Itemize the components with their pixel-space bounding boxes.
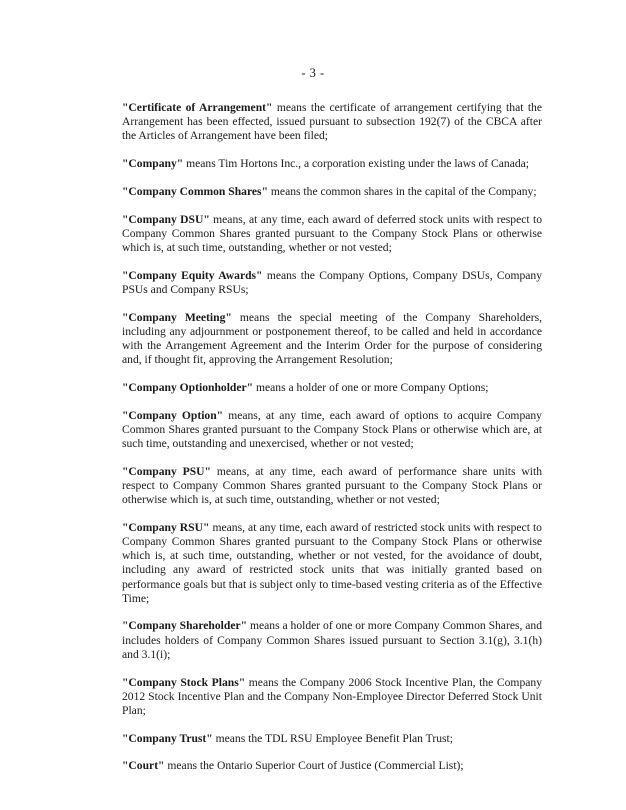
definition-company-option: [122, 409, 542, 452]
definition-company-trust: [122, 732, 542, 746]
definition-company-rsu: [122, 521, 542, 606]
definition-term: "Company Common Shares": [122, 184, 269, 198]
definition-text: means the certificate of arrangement certifying that the Arrangement has been effected, issued pursuant to subsection 192(7) of the CBCA after the Articles of Arrangement have been filed;: [122, 101, 543, 143]
definition-term: "Court": [122, 759, 165, 773]
definition-term: "Company Meeting": [122, 310, 232, 324]
definition-company-optionholder: [122, 381, 542, 395]
definition-certificate-of-arrangement: [122, 101, 542, 144]
definition-term: "Company Stock Plans": [122, 675, 246, 689]
definition-company-equity-awards: [122, 269, 542, 297]
definition-text: means, at any time, each award of performance share units with respect to Company Common Shares granted pursuant to the Company Stock Plans or otherwise which is, at such time, outstanding, whether or not vested;: [122, 464, 543, 507]
definition-text: means a holder of one or more Company Options;: [253, 380, 489, 394]
definition-text: means the special meeting of the Company Shareholders, including any adjournment or postponement thereof, to be called and held in accordance with the Arrangement Agreement and the Interim Order for the purpose of considering and, if thought fit, approving the Arrangement Resolution;: [122, 310, 542, 367]
definition-term: "Company Equity Awards": [122, 268, 263, 282]
definition-text: means, at any time, each award of deferred stock units with respect to Company Common Shares granted pursuant to the Company Stock Plans or otherwise which is, at such time, outstanding, whether or not vested;: [122, 212, 542, 254]
definition-company: [122, 157, 542, 171]
definition-term: "Company Shareholder": [122, 619, 248, 633]
definition-text: means the Company Options, Company DSUs, Company PSUs and Company RSUs;: [122, 268, 542, 296]
definition-term: "Company PSU": [122, 464, 211, 478]
definition-term: "Company DSU": [122, 212, 210, 226]
definition-company-meeting: [122, 311, 542, 368]
definition-text: means the Company 2006 Stock Incentive Plan, the Company 2012 Stock Incentive Plan and the Company Non-Employee Director Deferred Stock Unit Plan;: [122, 675, 542, 717]
definition-text: means the TDL RSU Employee Benefit Plan Trust;: [212, 731, 453, 745]
definition-term: "Company Optionholder": [122, 380, 254, 394]
definition-text: means, at any time, each award of restricted stock units with respect to Company Common Shares granted pursuant to the Company Stock Plans or otherwise which is, at such time, outstanding, whether or not vested, for the avoidance of doubt, including any award of restricted stock units that was initially granted based on performance goals but that is subject only to time-based vesting criteria as of the Effective Time;: [122, 520, 542, 605]
definition-term: "Company Option": [122, 408, 224, 422]
definition-company-dsu: [122, 213, 542, 256]
definition-court: [122, 759, 542, 773]
definition-term: "Company Trust": [122, 731, 213, 745]
definition-company-psu: [122, 465, 542, 508]
definition-company-stock-plans: [122, 676, 542, 719]
definition-text: means the Ontario Superior Court of Justice (Commercial List);: [164, 759, 464, 773]
definition-text: means, at any time, each award of options to acquire Company Common Shares granted pursuant to the Company Stock Plans or otherwise which are, at such time, outstanding and unexercised, whether or not vested;: [122, 408, 542, 450]
page-number: - 3 -: [301, 66, 325, 80]
definition-term: "Company": [122, 157, 184, 171]
definition-text: means Tim Hortons Inc., a corporation existing under the laws of Canada;: [183, 157, 530, 171]
definition-company-shareholder: [122, 619, 542, 662]
definition-text: means a holder of one or more Company Common Shares, and includes holders of Company Common Shares issued pursuant to Section 3.1(g), 3.1(h) and 3.1(i);: [122, 619, 543, 661]
definition-company-common-shares: [122, 185, 542, 199]
definitions-list: [122, 101, 542, 787]
definition-term: "Company RSU": [122, 520, 210, 534]
definition-text: means the common shares in the capital of the Company;: [268, 184, 537, 198]
definition-term: "Certificate of Arrangement": [122, 101, 273, 114]
